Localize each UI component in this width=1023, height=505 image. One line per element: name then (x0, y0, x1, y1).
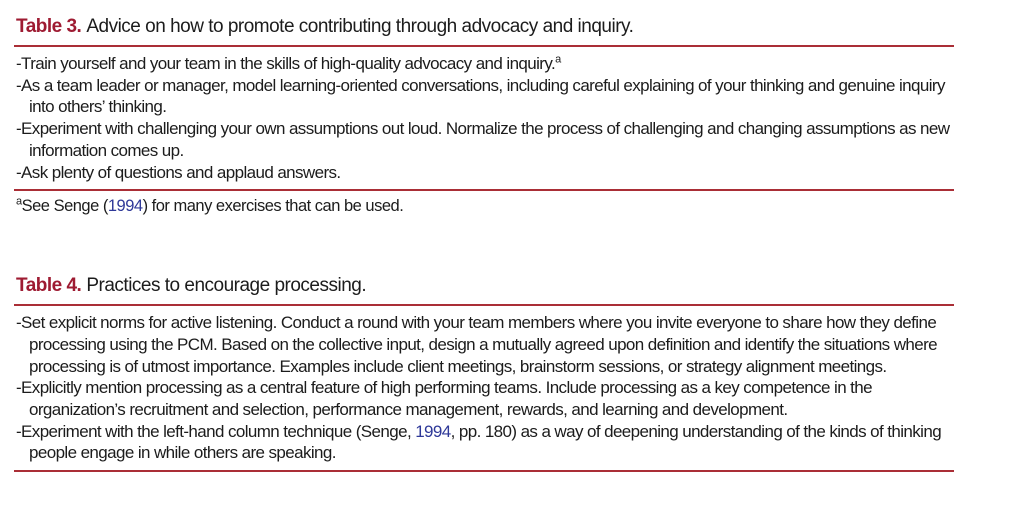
table-row (16, 162, 954, 184)
table-3-caption-text: Advice on how to promote contributing through advocacy and inquiry. (86, 16, 634, 37)
table-row (16, 421, 954, 464)
table-4-body (14, 306, 954, 470)
text-segment: -Experiment with challenging your own assumptions out loud. Normalize the process of challenging and changing assumptions as new information comes up. (16, 119, 950, 160)
text-segment: -Experiment with the left-hand column technique (Senge, (16, 421, 416, 441)
table-4-label: Table 4. (16, 275, 82, 297)
table-4-block (14, 274, 954, 472)
table-3-body (14, 47, 954, 189)
table-3-block (14, 15, 954, 217)
table-row (16, 312, 954, 377)
text-segment: ) for many exercises that can be used. (142, 197, 404, 216)
table-4-caption (16, 274, 954, 297)
table-row (16, 53, 954, 75)
table-3-bottom-rule (14, 189, 954, 191)
table-3-label: Table 3. (16, 16, 82, 37)
text-segment: -Explicitly mention processing as a central feature of high performing teams. Include processing as a key competence in the organization’s recruitment and selection, performance management, rewards, and learning and development. (16, 378, 873, 420)
table-4-caption-text: Practices to encourage processing. (86, 275, 367, 297)
text-segment: , pp. 180) as a way of deepening understanding of the kinds of thinking people engage in while others are speaking. (29, 421, 942, 463)
table-row (16, 118, 954, 161)
footnote-marker: a (16, 195, 22, 208)
text-segment: -As a team leader or manager, model learning-oriented conversations, including careful explaining of your thinking and genuine inquiry into others’ thinking. (16, 75, 945, 117)
text-segment: -Set explicit norms for active listening. Conduct a round with your team members where you invite everyone to share how they define processing using the PCM. Based on the collective input, design a mutually agreed upon definition and identify the situations where processing is of utmost importance. Examples include client meetings, brainstorm sessions, or strategy alignment meetings. (16, 313, 938, 376)
table-3-caption (16, 15, 954, 38)
text-segment: -Ask plenty of questions and applaud answers. (16, 162, 341, 182)
table-row (16, 75, 954, 118)
text-segment: See Senge ( (21, 197, 108, 216)
citation-link[interactable]: 1994 (107, 197, 143, 216)
table-3-footnote (16, 196, 954, 217)
text-segment: -Train yourself and your team in the skills of high-quality advocacy and inquiry. (16, 54, 556, 73)
table-4-bottom-rule (14, 470, 954, 472)
table-row (16, 377, 954, 420)
citation-link[interactable]: 1994 (415, 421, 451, 441)
footnote-marker: a (555, 53, 561, 66)
